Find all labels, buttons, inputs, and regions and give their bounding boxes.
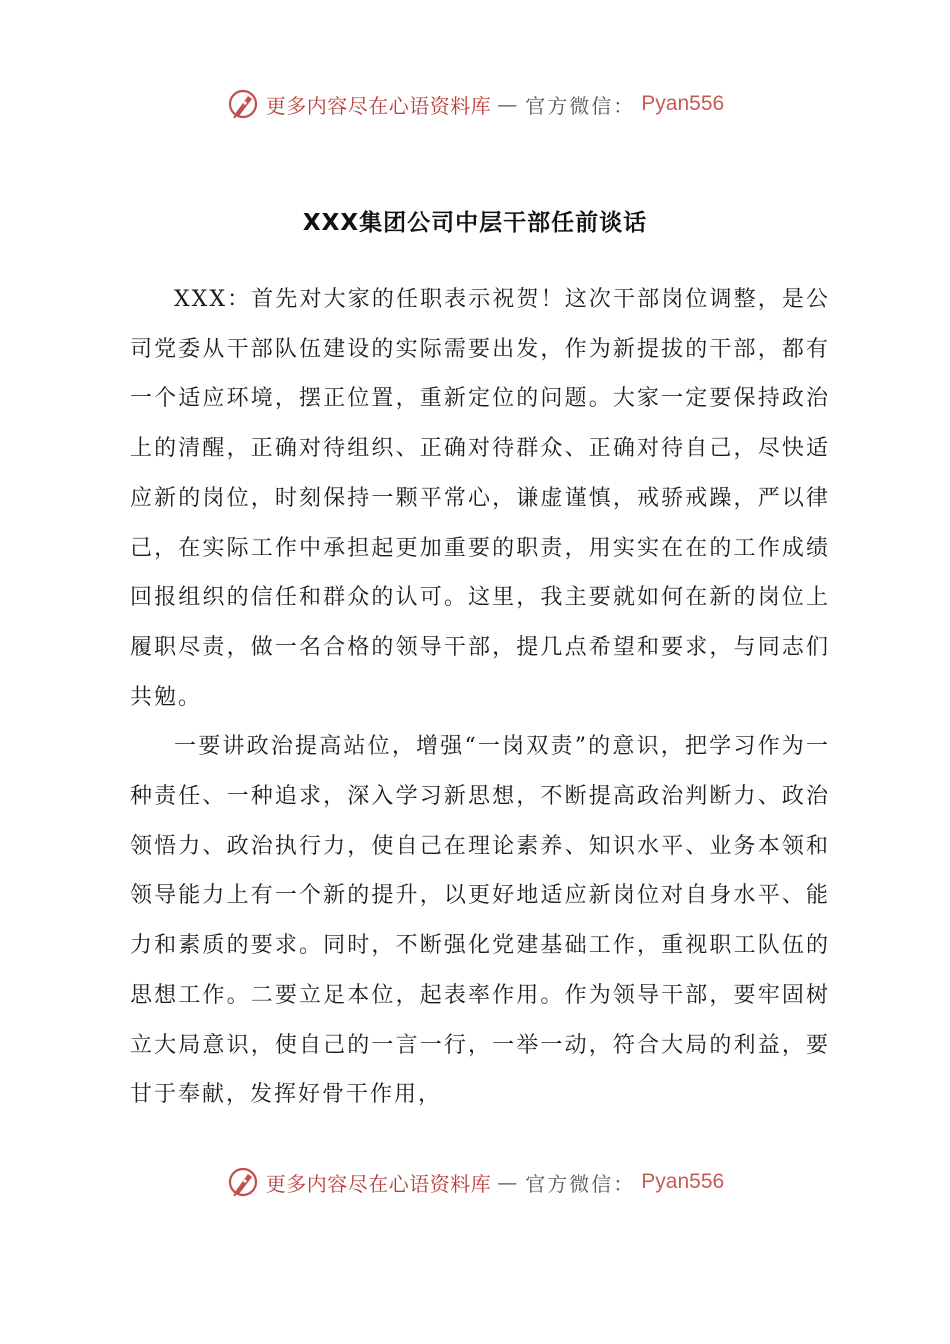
paragraph-2: 一要讲政治提高站位，增强“一岗双责”的意识，把学习作为一种责任、一种追求，深入学习新思想，不断提高政治判断力、政治领悟力、政治执行力，使自己在理论素养、知识水平、业务本领和领导能力上有一个新的提升，以更好地适应新岗位对自身水平、能力和素质的要求。同时，不断强化党建基础工作，重视职工队伍的思想工作。二要立足本位，起表率作用。作为领导干部，要牢固树立大局意识，使自己的一言一行，一举一动，符合大局的利益，要甘于奉献，发挥好骨干作用，: [130, 734, 830, 1108]
watermark-separator: —: [497, 92, 520, 116]
pen-nib-logo-icon: [226, 1165, 260, 1199]
pen-nib-logo-icon: [226, 87, 260, 121]
watermark-wechat-label: 官方微信：: [525, 1171, 636, 1196]
footer-watermark-banner: [0, 1162, 950, 1202]
watermark-slogan: 更多内容尽在心语资料库: [265, 1171, 492, 1196]
watermark-wechat-id: Pyan556: [641, 1170, 725, 1193]
watermark-wechat-id: Pyan556: [641, 92, 725, 115]
document-title: XXX集团公司中层干部任前谈话: [302, 210, 648, 236]
document-body: [130, 275, 830, 1120]
header-watermark-banner: [0, 84, 950, 124]
paragraph-1: XXX：首先对大家的任职表示祝贺！这次干部岗位调整，是公司党委从干部队伍建设的实际需要出发，作为新提拔的干部，都有一个适应环境，摆正位置，重新定位的问题。大家一定要保持政治上的清醒，正确对待组织、正确对待群众、正确对待自己，尽快适应新的岗位，时刻保持一颗平常心，谦虚谨慎，戒骄戒躁，严以律己，在实际工作中承担起更加重要的职责，用实实在在的工作成绩回报组织的信任和群众的认可。这里，我主要就如何在新的岗位上履职尽责，做一名合格的领导干部，提几点希望和要求，与同志们共勉。: [130, 287, 830, 710]
watermark-wechat-label: 官方微信：: [525, 93, 636, 118]
watermark-separator: —: [497, 1170, 520, 1194]
watermark-slogan: 更多内容尽在心语资料库: [265, 93, 492, 118]
